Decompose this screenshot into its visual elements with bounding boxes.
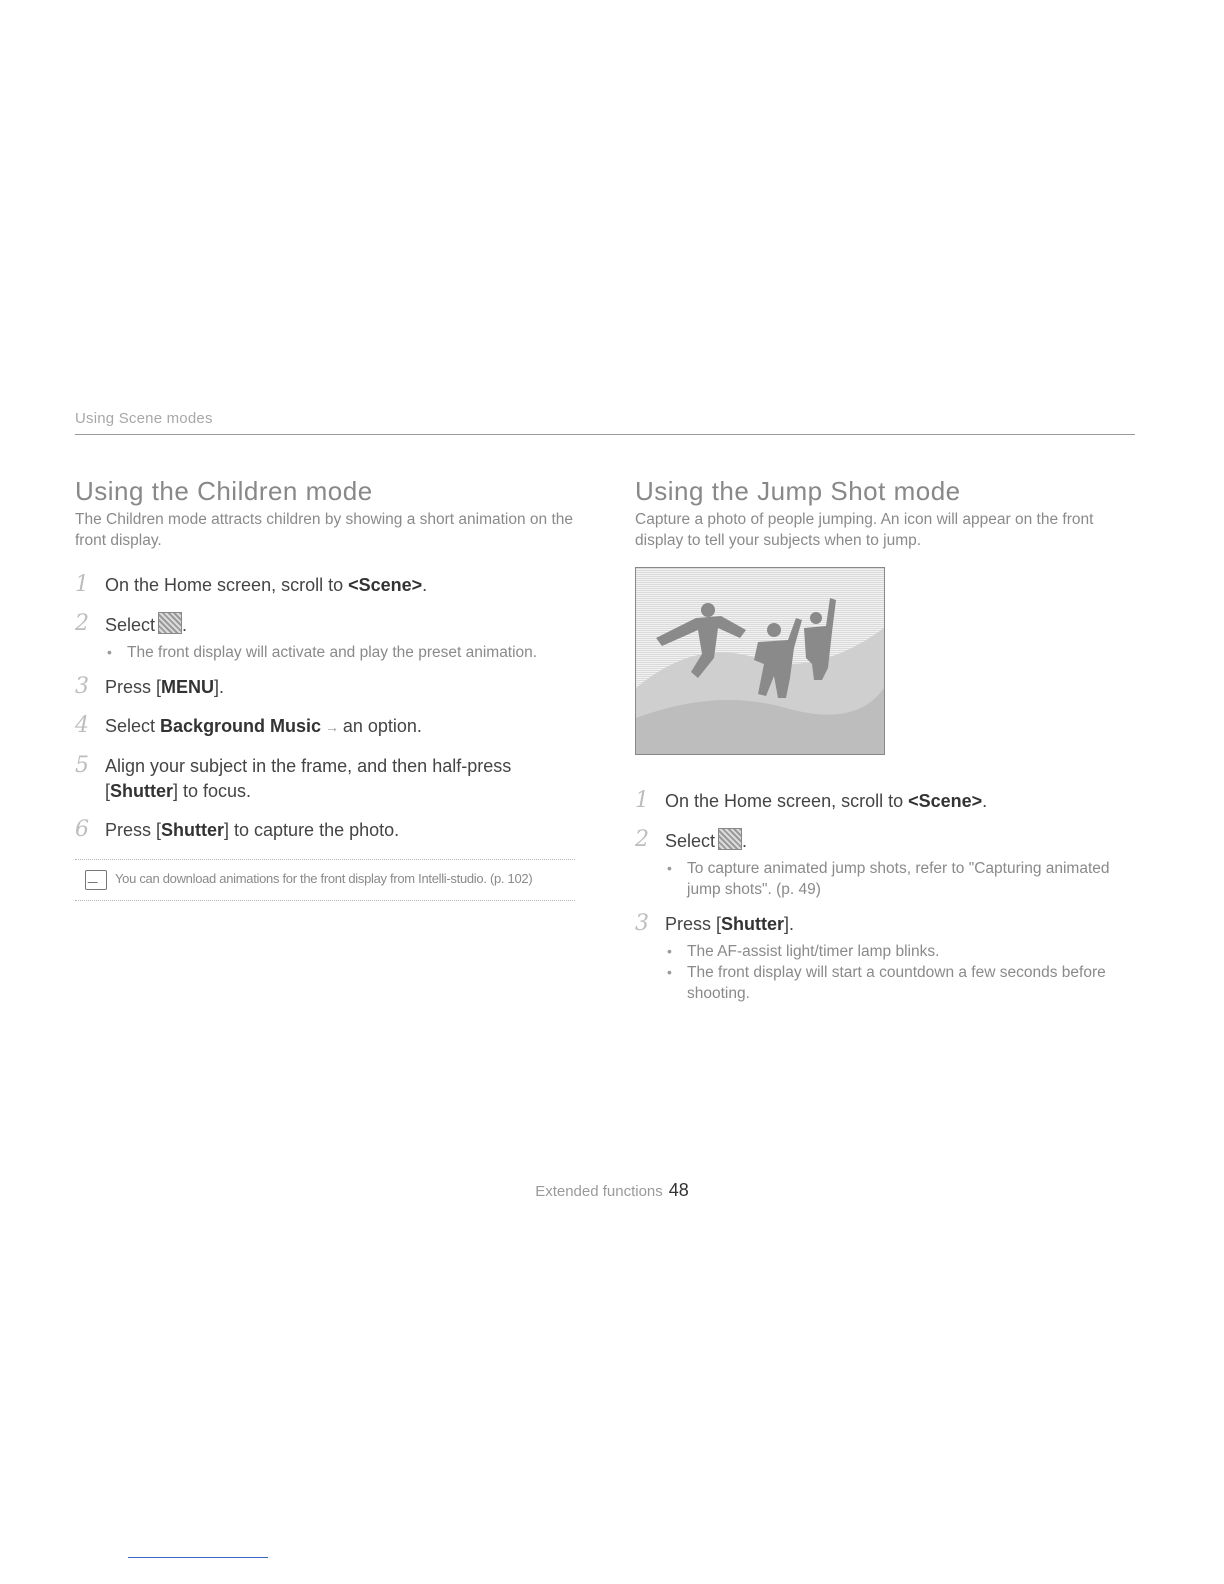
step-text: . xyxy=(982,791,988,811)
step-text: Select xyxy=(105,615,156,635)
step-text: Press [ xyxy=(105,677,162,697)
bullet-item: • The AF-assist light/timer lamp blinks. xyxy=(665,941,1135,962)
step-text: Align your subject in the frame, and then half-press [ xyxy=(105,756,512,801)
step-number: 3 xyxy=(635,911,649,936)
step-text: On the Home screen, scroll to xyxy=(665,791,909,811)
step-number: 1 xyxy=(75,572,89,597)
note-box xyxy=(75,859,575,901)
bottom-divider xyxy=(128,1557,268,1558)
step-bullets xyxy=(665,941,1135,1004)
children-mode-section xyxy=(75,475,575,901)
step-bold: Shutter xyxy=(110,781,174,801)
step-bold: <Scene> xyxy=(908,791,983,811)
children-step-5 xyxy=(75,754,575,804)
step-number: 2 xyxy=(75,611,89,636)
scene-jump-icon xyxy=(718,828,742,850)
step-bold: Shutter xyxy=(721,914,785,934)
jump-shot-intro: Capture a photo of people jumping. An icon will appear on the front display to tell your subjects when to jump. xyxy=(635,511,1094,549)
step-text: . xyxy=(182,615,188,635)
bullet-item: • To capture animated jump shots, refer to "Capturing animated jump shots". (p. 49) xyxy=(665,858,1135,900)
step-text: Select xyxy=(105,716,161,736)
step-text: ]. xyxy=(784,914,795,934)
children-mode-intro: The Children mode attracts children by showing a short animation on the front display. xyxy=(75,511,573,549)
jump-steps xyxy=(635,789,1135,1004)
step-text: . xyxy=(422,575,428,595)
children-step-3 xyxy=(75,675,575,700)
step-bold: <Scene> xyxy=(348,575,423,595)
step-text: ]. xyxy=(214,677,225,697)
jump-step-3 xyxy=(635,912,1135,1004)
scene-children-icon xyxy=(158,612,182,634)
step-text: . xyxy=(742,831,748,851)
section-title: Using Scene modes xyxy=(75,410,213,427)
note-text: You can download animations for the front display from Intelli-studio. (p. 102) xyxy=(115,871,533,886)
step-bold: MENU xyxy=(161,677,215,697)
step-text: ] to focus. xyxy=(173,781,252,801)
step-bullets xyxy=(665,858,1135,900)
step-number: 1 xyxy=(635,788,649,813)
step-number: 5 xyxy=(75,753,89,778)
step-number: 3 xyxy=(75,674,89,699)
step-bullets xyxy=(105,642,575,663)
step-number: 2 xyxy=(635,827,649,852)
step-text: an option. xyxy=(342,716,422,736)
note-icon xyxy=(85,870,107,890)
page-number: 48 xyxy=(668,1180,689,1200)
step-text: Press [ xyxy=(665,914,722,934)
step-bold: Background Music xyxy=(160,716,322,736)
step-text: ] to capture the photo. xyxy=(224,820,400,840)
jump-shot-section xyxy=(635,475,1135,1004)
jump-photo xyxy=(635,567,885,755)
step-number: 6 xyxy=(75,817,89,842)
section-header xyxy=(75,410,1135,435)
step-text: Select xyxy=(665,831,716,851)
children-step-4 xyxy=(75,714,575,740)
footer-label: Extended functions xyxy=(535,1183,663,1200)
step-bold: Shutter xyxy=(161,820,225,840)
children-step-1 xyxy=(75,573,575,598)
step-number: 4 xyxy=(75,713,89,738)
children-steps xyxy=(75,573,575,843)
children-step-2 xyxy=(75,612,575,663)
arrow-icon: → xyxy=(321,719,343,735)
page-footer xyxy=(0,1180,1224,1201)
jump-shot-title: Using the Jump Shot mode xyxy=(635,476,961,506)
children-mode-title: Using the Children mode xyxy=(75,476,373,506)
jumping-people-illustration xyxy=(636,568,884,754)
step-text: Press [ xyxy=(105,820,162,840)
jump-step-2 xyxy=(635,828,1135,900)
bullet-item: • The front display will start a countdown a few seconds before shooting. xyxy=(665,962,1135,1004)
children-step-6 xyxy=(75,818,575,843)
jump-step-1 xyxy=(635,789,1135,814)
bullet-item: • The front display will activate and play the preset animation. xyxy=(105,642,575,663)
step-text: On the Home screen, scroll to xyxy=(105,575,349,595)
